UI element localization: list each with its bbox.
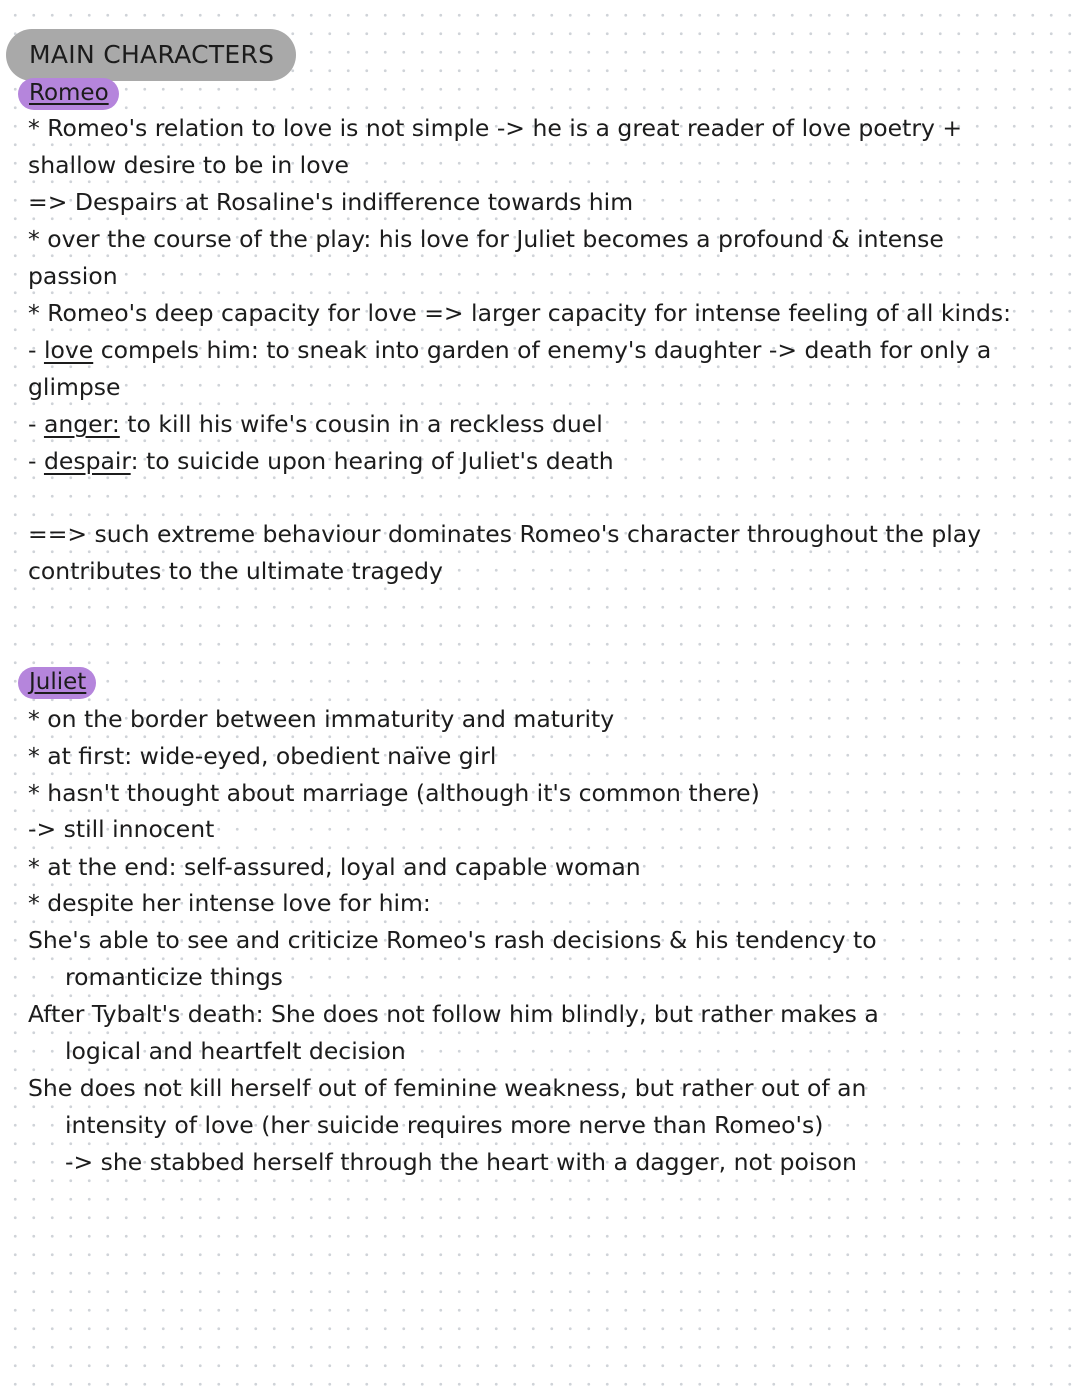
juliet-line-2: * at first: wide-eyed, obedient naïve girl xyxy=(28,742,497,770)
juliet-line-4: -> still innocent xyxy=(28,815,215,843)
juliet-line-6: * despite her intense love for him: xyxy=(28,889,431,917)
romeo-line-9-prefix: - xyxy=(28,410,44,438)
romeo-line-9 xyxy=(28,409,603,439)
romeo-line-2: shallow desire to be in love xyxy=(28,151,349,179)
romeo-line-1: * Romeo's relation to love is not simple -> he is a great reader of love poetry + xyxy=(28,114,963,142)
page-title: MAIN CHARACTERS xyxy=(6,29,296,81)
romeo-line-7-prefix: - xyxy=(28,336,44,364)
keyword-anger: anger: xyxy=(43,410,120,438)
romeo-line-4: * over the course of the play: his love for Juliet becomes a profound & intense xyxy=(28,225,944,253)
juliet-line-9: After Tybalt's death: She does not follow him blindly, but rather makes a xyxy=(28,1000,879,1028)
juliet-line-5: * at the end: self-assured, loyal and capable woman xyxy=(28,853,641,881)
romeo-line-9-rest: to kill his wife's cousin in a reckless duel xyxy=(119,410,603,438)
juliet-line-8: romanticize things xyxy=(65,963,283,991)
romeo-line-10-prefix: - xyxy=(28,447,44,475)
romeo-line-7 xyxy=(28,335,991,365)
romeo-line-3: => Despairs at Rosaline's indifference towards him xyxy=(28,188,634,216)
romeo-line-12: contributes to the ultimate tragedy xyxy=(28,557,443,585)
keyword-love: love xyxy=(43,336,94,364)
romeo-line-7-rest: compels him: to sneak into garden of enemy's daughter -> death for only a xyxy=(93,336,992,364)
juliet-line-1: * on the border between immaturity and maturity xyxy=(28,705,615,733)
romeo-line-11: ==> such extreme behaviour dominates Romeo's character throughout the play xyxy=(28,520,982,548)
romeo-name: Romeo xyxy=(29,80,109,106)
juliet-line-13: -> she stabbed herself through the heart with a dagger, not poison xyxy=(65,1148,857,1176)
juliet-line-10: logical and heartfelt decision xyxy=(65,1037,406,1065)
romeo-line-5: passion xyxy=(28,262,118,290)
juliet-label xyxy=(18,667,96,699)
keyword-despair: despair xyxy=(43,447,131,475)
juliet-line-7: She's able to see and criticize Romeo's rash decisions & his tendency to xyxy=(28,926,877,954)
romeo-line-10-rest: : to suicide upon hearing of Juliet's death xyxy=(130,447,614,475)
romeo-line-6: * Romeo's deep capacity for love => larger capacity for intense feeling of all kinds: xyxy=(28,299,1012,327)
juliet-name: Juliet xyxy=(29,669,87,695)
juliet-line-11: She does not kill herself out of feminine weakness, but rather out of an xyxy=(28,1074,867,1102)
romeo-line-10 xyxy=(28,446,614,476)
juliet-line-12: intensity of love (her suicide requires more nerve than Romeo's) xyxy=(65,1111,824,1139)
juliet-line-3: * hasn't thought about marriage (although it's common there) xyxy=(28,779,760,807)
romeo-line-8: glimpse xyxy=(28,373,121,401)
romeo-label xyxy=(18,78,119,110)
